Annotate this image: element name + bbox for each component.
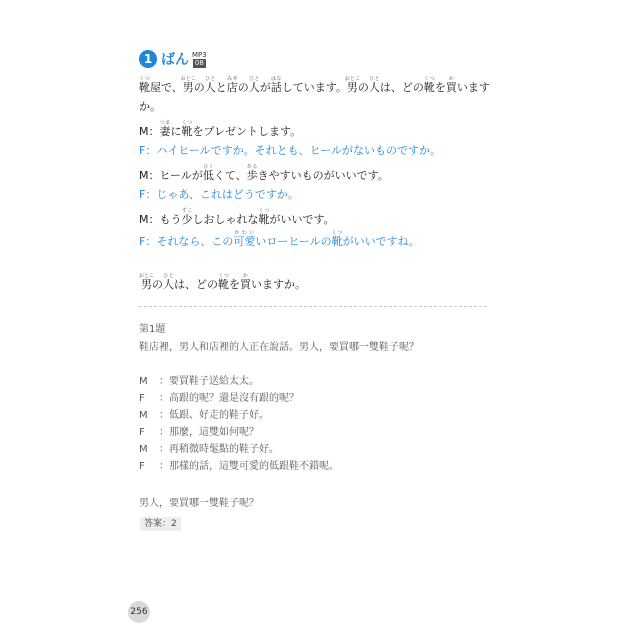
jp-question: 男おとこの人ひとは、どの靴くつを買かいますか。 [139,273,306,291]
tw-dialogue-line: F ：高跟的呢？還是沒有跟的呢？ [139,393,299,404]
tw-dialogue-line: F ：那麼，這雙如何呢？ [139,427,259,438]
question-title: ばん [161,52,189,68]
answer-label: 答案：2 [140,517,181,531]
tw-heading: 第1題 [139,324,166,335]
jp-intro-line-2: か。 [139,100,161,113]
section-divider [139,306,487,307]
tw-dialogue-line: F ：那樣的話，這雙可愛的低跟鞋不錯呢。 [139,461,339,472]
question-header [139,48,207,70]
tw-dialogue-line: M ：低跟、好走的鞋子好。 [139,410,269,421]
tw-intro: 鞋店裡，男人和店裡的人正在說話。男人，要買哪一雙鞋子呢？ [139,342,419,353]
tw-question: 男人，要買哪一雙鞋子呢？ [139,498,259,509]
mp3-label: MP3 [192,50,207,59]
mp3-icon [192,51,207,68]
jp-dialogue-line-3: M：ヒールが低ひくくて、歩あるきやすいものがいいです。 [139,164,389,182]
mp3-track-number: 08 [194,58,204,67]
jp-dialogue-line-1: M：妻つまに靴くつをプレゼントします。 [139,120,302,138]
tw-dialogue-line: M ：再稍微時髦點的鞋子好。 [139,444,279,455]
jp-dialogue-line-4: F：じゃあ、これはどうですか。 [139,188,299,201]
jp-dialogue-line-2: F：ハイヒールですか。それとも、ヒールがないものですか。 [139,144,442,157]
jp-dialogue-line-5: M：もう少すこしおしゃれな靴くつがいいです。 [139,208,335,226]
jp-intro-line-1: 靴くつ屋で、男おとこの人ひとと店みせの人ひとが話はなしています。男おとこの人ひとは、どの靴くつを買かいます [139,76,490,94]
tw-dialogue-line: M ：要買鞋子送給太太。 [139,376,259,387]
page-number: 256 [128,601,150,623]
question-number-badge: 1 [139,50,157,68]
jp-dialogue-line-6: F：それなら、この可愛かわいいローヒールの靴くつがいいですね。 [139,230,420,248]
